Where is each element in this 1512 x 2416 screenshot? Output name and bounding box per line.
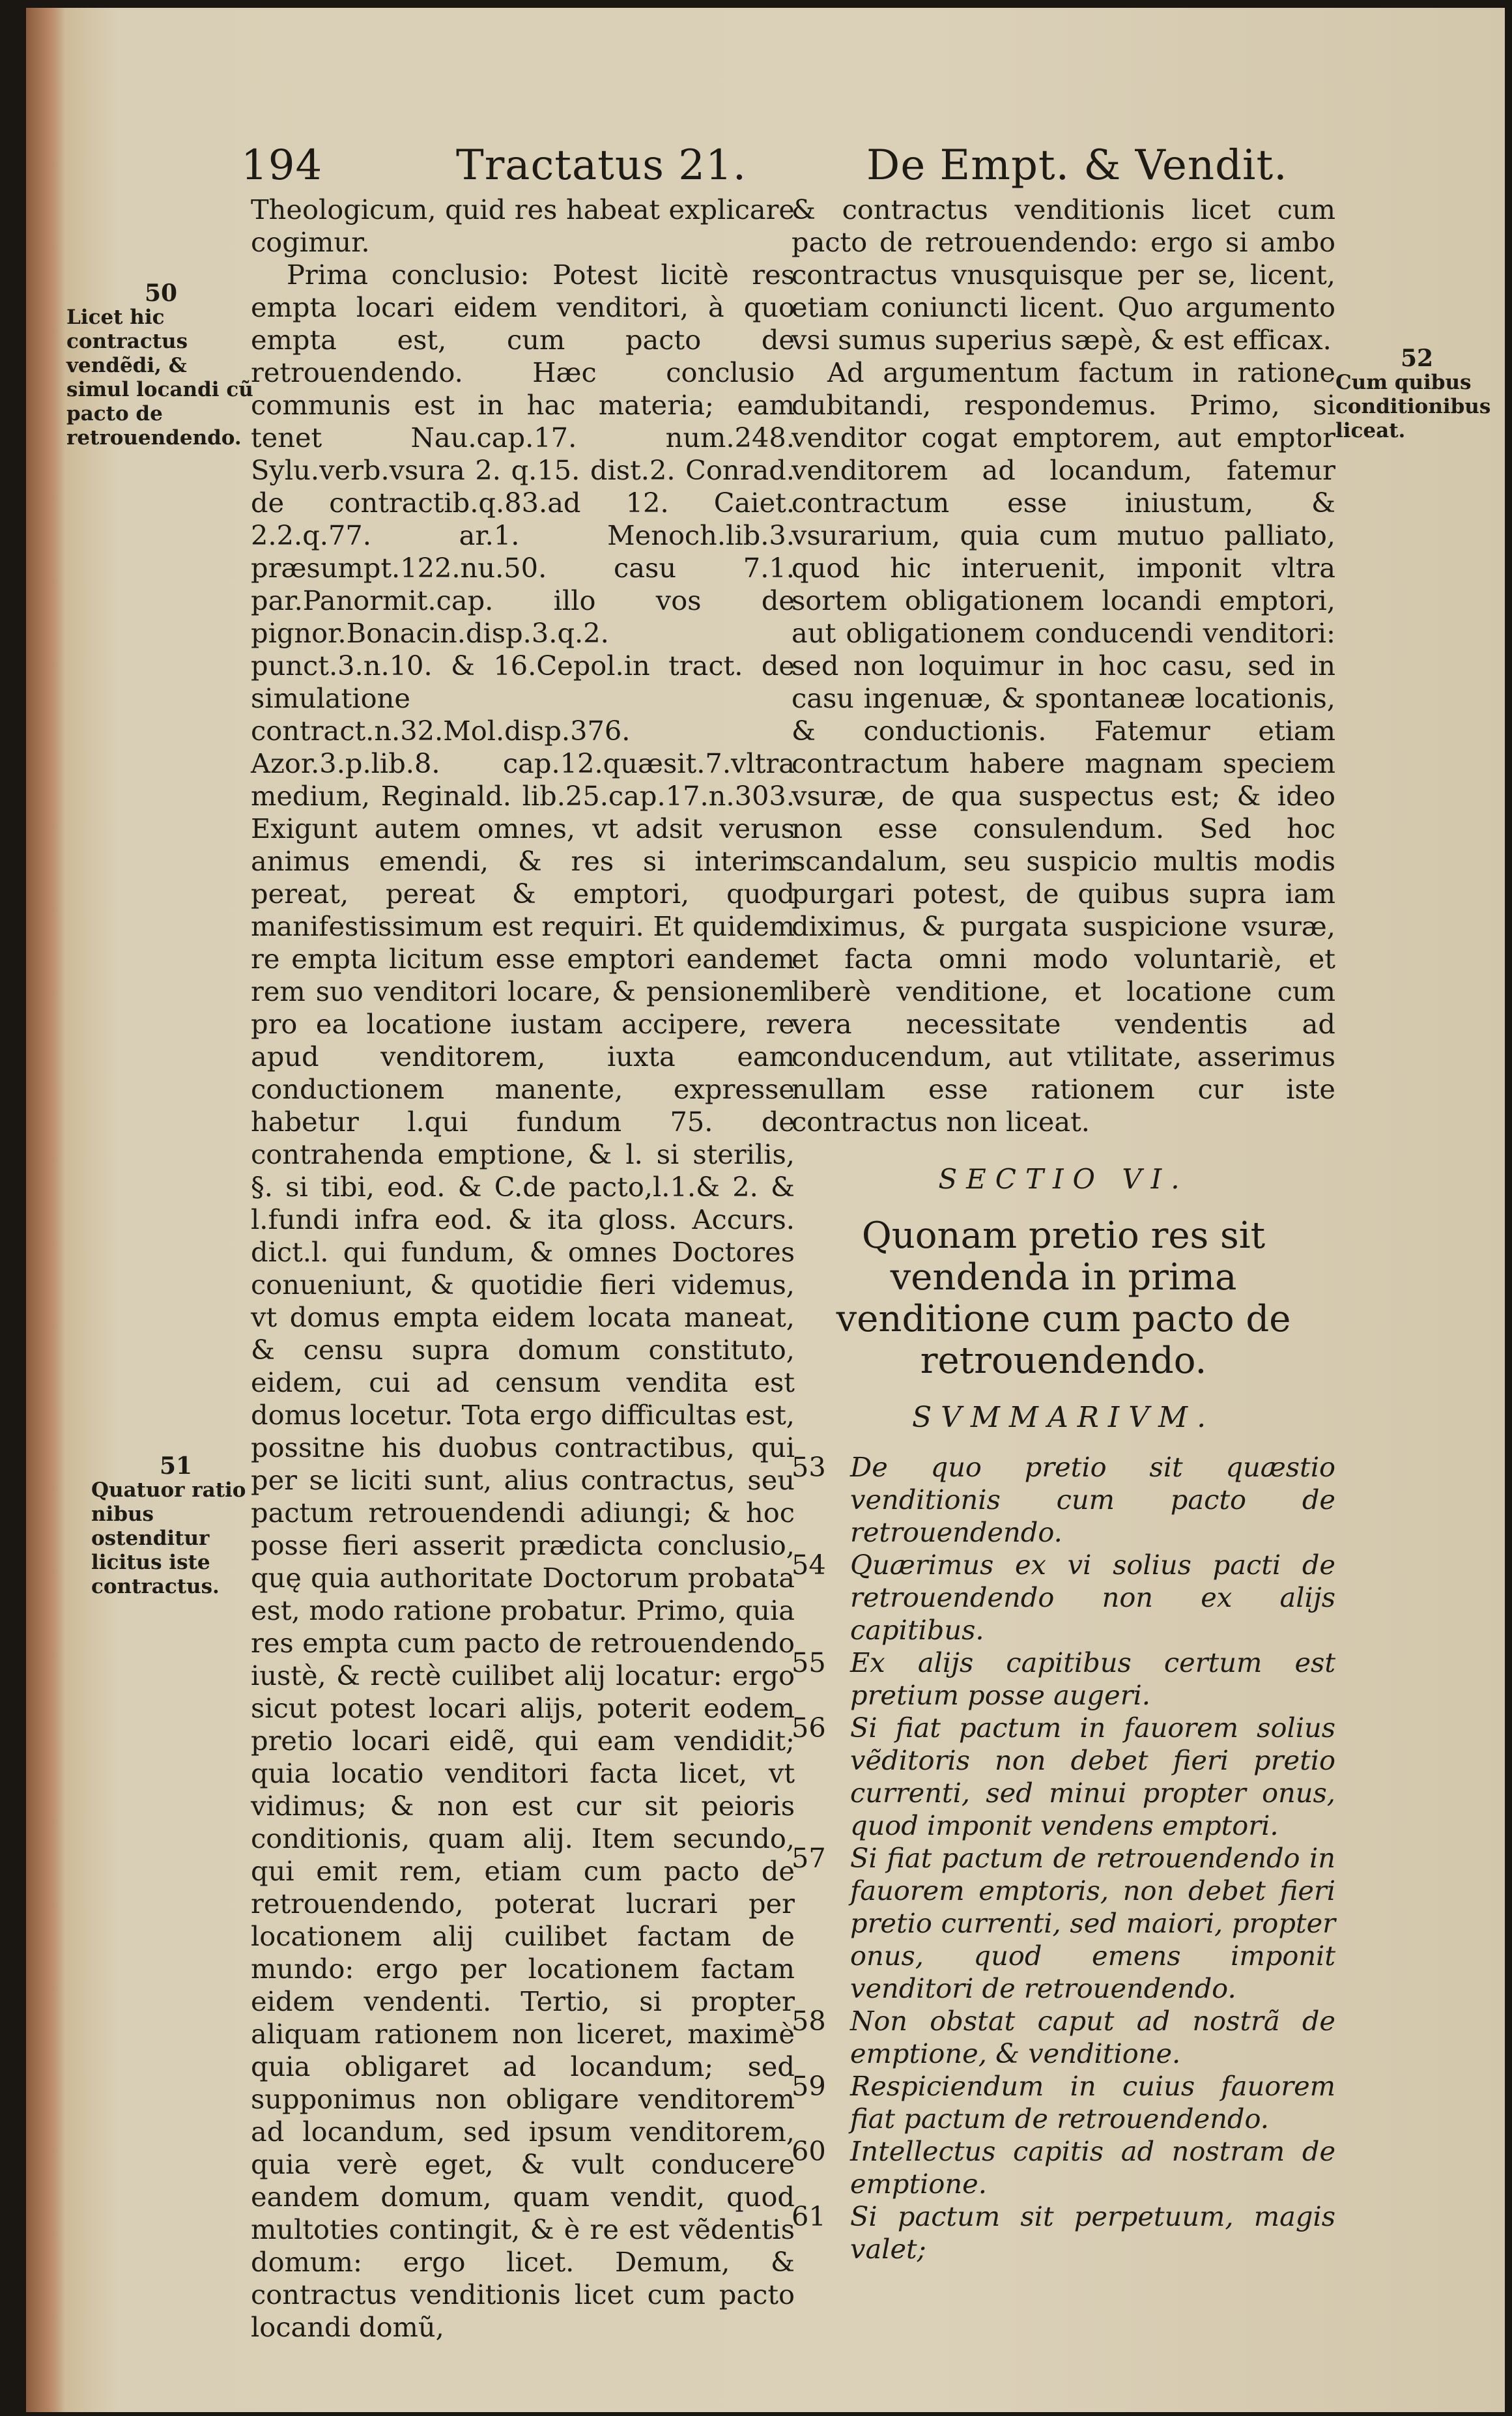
summary-item-text: Intellectus capitis ad nostram de emptione. <box>850 2135 1335 2200</box>
margin-note-50 <box>66 281 255 450</box>
margin-note-51 <box>91 1454 261 1599</box>
summary-item-text: Si pactum sit perpetuum, magis valet; <box>850 2200 1335 2265</box>
margin-note-52 <box>1335 347 1498 443</box>
summary-item-text: Respiciendum in cuius fauorem fiat pactum de retrouendendo. <box>850 2070 1335 2135</box>
summary-label: SVMMARIVM. <box>911 1401 1216 1434</box>
left-column <box>251 194 795 2344</box>
margin-note-text: Cum quibus conditionibus liceat. <box>1335 371 1491 442</box>
left-paragraph: Prima conclusio: Potest licitè res empta locari eidem venditori, à quo empta est, cum pacto de retrouendendo. Hæc conclusio communis est in hac materia; eam tenet Nau.cap.17. num.248. Sylu.verb.vsura 2. q.15. dist.2. Conrad. de contractib.q.83.ad 12. Caiet. 2.2.q.77. ar.1. Menoch.lib.3. præsumpt.122.nu.50. casu 7.1. par.Panormit.cap. illo vos de pignor.Bonacin.disp.3.q.2. punct.3.n.10. & 16.Cepol.in tract. de simulatione contract.n.32.Mol.disp.376. Azor.3.p.lib.8. cap.12.quæsit.7.vltra medium, Reginald. lib.25.cap.17.n.303. Exigunt autem omnes, vt adsit verus animus emendi, & res si interim pereat, pereat & emptori, quod manifestissimum est requiri. Et quidem re empta licitum esse emptori eandem rem suo venditori locare, & pensionem pro ea locatione iustam accipere, re apud venditorem, iuxta eam conductionem manente, expresse habetur l.qui fundum 75. de contrahenda emptione, & l. si sterilis, §. si tibi, eod. & C.de pacto,l.1.& 2. & l.fundi infra eod. & ita gloss. Accurs. dict.l. qui fundum, & omnes Doctores conueniunt, & quotidie fieri videmus, vt domus empta eidem locata maneat, & censu supra domum constituto, eidem, cui ad censum vendita est domus locetur. Tota ergo difficultas est, possitne his duobus contractibus, qui per se liciti sunt, alius contractus, seu pactum retrouendendi adiungi; & hoc posse fieri asserit prædicta conclusio, quę quia authoritate Doctorum probata est, modo ratione probatur. Primo, quia res empta cum pacto de retrouendendo iustè, & rectè cuilibet alij locatur: ergo sicut potest locari alijs, poterit eodem pretio locari eidẽ, qui eam vendidit; quia locatio venditori facta licet, vt vidimus; & non est cur sit peioris conditionis, quam alij. Item secundo, qui emit rem, etiam cum pacto de retrouendendo, poterat lucrari per locationem alij cuilibet factam de mundo: ergo per locationem factam eidem vendenti. Tertio, si propter aliquam rationem non liceret, maximè quia obligaret ad locandum; sed supponimus non obligare venditorem ad locandum, sed ipsum venditorem, quia verè eget, & vult conducere eandem domum, quam vendit, quod multoties contingit, & è re est vẽdentis domum: ergo licet. Demum, & contractus venditionis licet cum pacto locandi domũ, <box>251 259 795 2343</box>
right-paragraph: Ad argumentum factum in ratione dubitandi, respondemus. Primo, si venditor cogat emptorem, aut emptor venditorem ad locandum, fatemur contractum esse iniustum, & vsurarium, quia cum mutuo palliato, quod hic interuenit, imponit vltra sortem obligationem locandi emptori, aut obligationem conducendi venditori: sed non loquimur in hoc casu, sed in casu ingenuæ, & spontaneæ locationis, & conductionis. Fatemur etiam contractum habere magnam speciem vsuræ, de qua suspectus est; & ideo non esse consulendum. Sed hoc scandalum, seu suspicio multis modis purgari potest, de quibus supra iam diximus, & purgata suspicione vsuræ, et facta omni modo voluntariè, et liberè venditione, et locatione cum vera necessitate vendentis ad conducendum, aut vtilitate, asserimus nullam esse rationem cur iste contractus non liceat. <box>792 356 1335 1138</box>
page-number: 194 <box>241 141 323 190</box>
margin-note-number: 50 <box>144 280 178 307</box>
summary-item-number: 60 <box>792 2135 826 2167</box>
left-running-title: Tractatus 21. <box>456 141 747 190</box>
margin-note-number: 51 <box>159 1452 193 1480</box>
summary-item-text: Si fiat pactum de retrouendendo in fauorem emptoris, non debet fieri pretio currenti, sed maiori, propter onus, quod emens imponit venditori de retrouendendo. <box>850 1842 1335 2004</box>
section-label: SECTIO VI. <box>938 1163 1189 1195</box>
summary-item-number: 54 <box>792 1549 826 1581</box>
summary-item <box>792 2200 1335 2265</box>
right-column <box>792 194 1335 2265</box>
summary-item <box>792 1549 1335 1647</box>
summary-item-number: 56 <box>792 1712 826 1744</box>
summary-item-text: Si fiat pactum in fauorem solius vẽditoris non debet fieri pretio currenti, sed minui propter onus, quod imponit vendens emptori. <box>850 1712 1335 1841</box>
left-paragraph: Theologicum, quid res habeat explicare cogimur. <box>251 194 795 258</box>
section-title: Quonam pretio res sit vendenda in prima venditione cum pacto de retrouendendo. <box>836 1215 1291 1382</box>
summary-item <box>792 1647 1335 1712</box>
summary-item-number: 61 <box>792 2200 826 2232</box>
margin-note-text: Quatuor ratio nibus ostenditur licitus iste contractus. <box>91 1478 246 1598</box>
summary-item-text: Non obstat caput ad nostrã de emptione, & venditione. <box>850 2005 1335 2069</box>
summary-item <box>792 2005 1335 2070</box>
summary-item-number: 57 <box>792 1842 826 1874</box>
right-running-title: De Empt. & Vendit. <box>866 141 1288 190</box>
summary-item-text: Ex alijs capitibus certum est pretium posse augeri. <box>850 1647 1335 1711</box>
summary-item-number: 55 <box>792 1647 826 1678</box>
summary-item-number: 53 <box>792 1451 826 1483</box>
page-spine-shadow <box>26 8 65 2412</box>
summary-item <box>792 1712 1335 1842</box>
summary-item <box>792 2135 1335 2200</box>
margin-note-text: Licet hic contractus vendẽdi, & simul locandi cũ pacto de retrouendendo. <box>66 306 253 450</box>
right-paragraph: & contractus venditionis licet cum pacto de retrouendendo: ergo si ambo contractus vnusquisque per se, licent, etiam coniuncti licent. Quo argumento vsi sumus superius sæpè, & est efficax. <box>792 194 1335 356</box>
summary-item <box>792 1842 1335 2005</box>
book-page <box>26 8 1505 2412</box>
summary-item-number: 59 <box>792 2070 826 2102</box>
summary-item-text: Quærimus ex vi solius pacti de retrouendendo non ex alijs capitibus. <box>850 1549 1335 1646</box>
summary-item <box>792 1451 1335 1549</box>
summary-item <box>792 2070 1335 2135</box>
summary-item-number: 58 <box>792 2005 826 2037</box>
margin-note-number: 52 <box>1400 345 1434 372</box>
summary-item-text: De quo pretio sit quæstio venditionis cum pacto de retrouendendo. <box>850 1451 1335 1548</box>
